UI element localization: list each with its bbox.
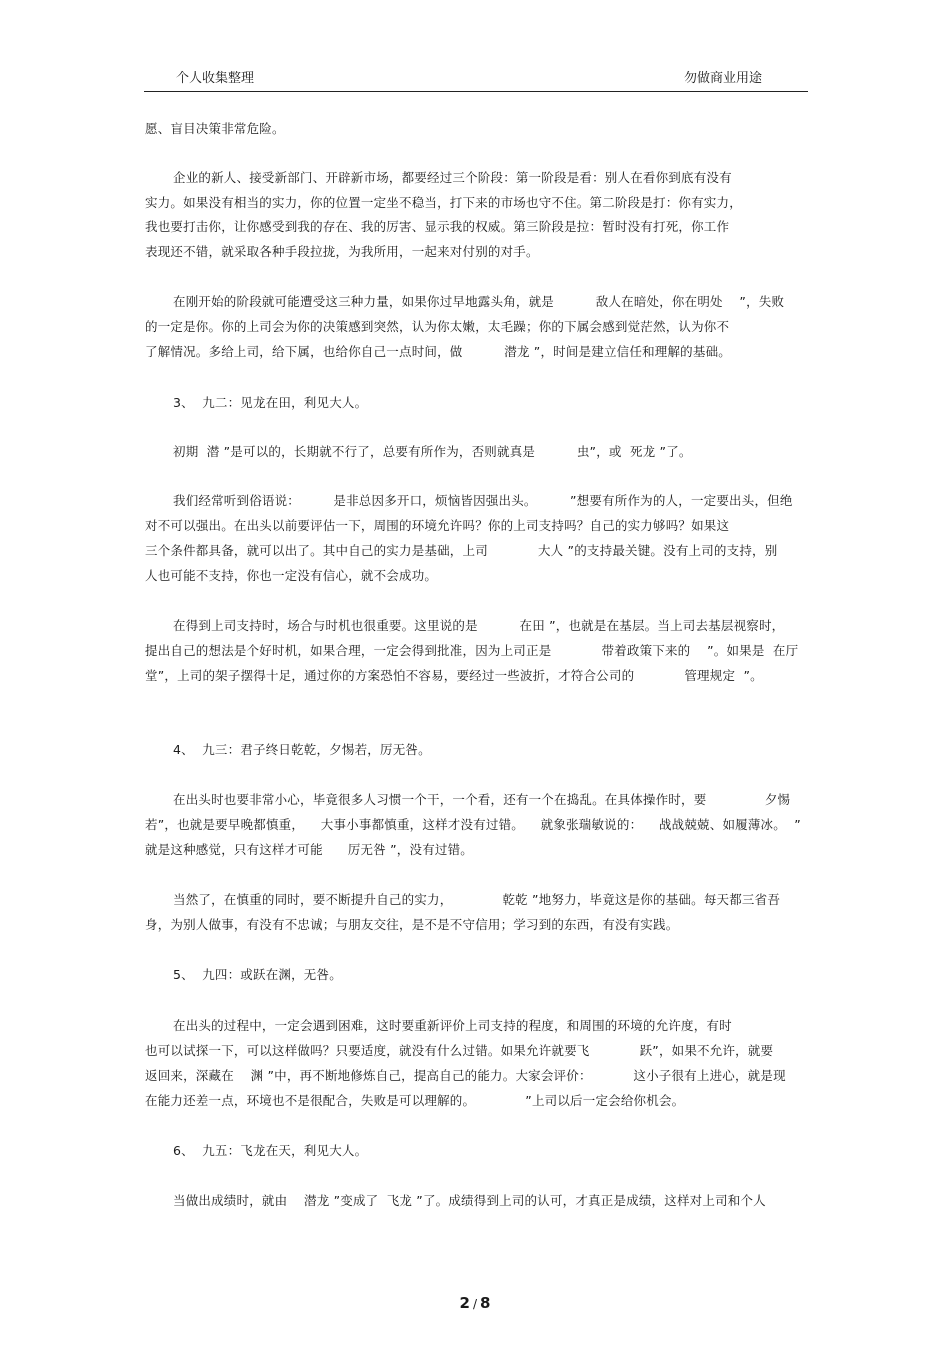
page-current: 2 <box>459 1294 470 1312</box>
body-line: 在能力还差一点，环境也不是很配合，失败是可以理解的。 ”上司以后一定会给你机会。 <box>145 1093 685 1108</box>
body-line: 初期 潜 ”是可以的，长期就不行了，总要有所作为，否则就真是 虫”，或 死龙 ”了。 <box>173 444 692 459</box>
body-line: 企业的新人、接受新部门、开辟新市场，都要经过三个阶段：第一阶段是看：别人在看你到底有没有 <box>173 170 732 185</box>
body-line: 愿、盲目决策非常危险。 <box>145 121 285 136</box>
header-left-text: 个人收集整理 <box>176 71 255 86</box>
body-line: 在出头的过程中，一定会遇到困难，这时要重新评价上司支持的程度，和周围的环境的允许度，有时 <box>173 1018 732 1033</box>
body-line: 也可以试探一下，可以这样做吗？只要适度，就没有什么过错。如果允许就要飞 跃”，如果不允许，就要 <box>145 1043 774 1058</box>
body-line: 实力。如果没有相当的实力，你的位置一定坐不稳当，打下来的市场也守不住。第二阶段是打：你有实力， <box>145 195 742 210</box>
header-divider <box>144 91 808 92</box>
page-number <box>0 1294 950 1312</box>
section-heading: 5、 九四：或跃在渊，无咎。 <box>173 967 342 982</box>
body-line: 在刚开始的阶段就可能遭受这三种力量，如果你过早地露头角，就是 敌人在暗处，你在明处 ”，失败 <box>173 294 785 309</box>
body-line: 若”，也就是要早晚都慎重， 大事小事都慎重，这样才没有过错。 就象张瑞敏说的： 战战兢兢、如履薄冰。 ” <box>145 817 801 832</box>
body-line: 对不可以强出。在出头以前要评估一下，周围的环境允许吗？你的上司支持吗？自己的实力够吗？如果这 <box>145 518 730 533</box>
body-line: 表现还不错，就采取各种手段拉拢，为我所用，一起来对付别的对手。 <box>145 244 539 259</box>
body-line: 的一定是你。你的上司会为你的决策感到突然，认为你太嫩，太毛躁；你的下属会感到觉茫然，认为你不 <box>145 319 730 334</box>
page-separator: / <box>472 1297 478 1311</box>
body-line: 当然了，在慎重的同时，要不断提升自己的实力， 乾乾 ”地努力，毕竟这是你的基础。每天都三省吾 <box>173 892 781 907</box>
body-line: 在出头时也要非常小心，毕竟很多人习惯一个干，一个看，还有一个在捣乱。在具体操作时，要 夕惕 <box>173 792 791 807</box>
body-line: 人也可能不支持，你也一定没有信心，就不会成功。 <box>145 568 438 583</box>
body-line: 身，为别人做事，有没有不忠诚；与朋友交往，是不是不守信用；学习到的东西，有没有实践。 <box>145 917 679 932</box>
header-right-text: 勿做商业用途 <box>683 71 762 86</box>
body-line: 堂”，上司的架子摆得十足，通过你的方案恐怕不容易，要经过一些波折，才符合公司的 管理规定 ”。 <box>145 668 763 683</box>
section-heading: 3、 九二：见龙在田，利见大人。 <box>173 395 368 410</box>
body-line: 了解情况。多给上司，给下属，也给你自己一点时间，做 潜龙 ”，时间是建立信任和理解的基础。 <box>145 344 731 359</box>
body-line: 当做出成绩时，就由 潜龙 ”变成了 飞龙 ”了。成绩得到上司的认可，才真正是成绩，这样对上司和个人 <box>173 1193 766 1208</box>
body-line: 三个条件都具备，就可以出了。其中自己的实力是基础，上司 大人 ”的支持最关键。没有上司的支持，别 <box>145 543 778 558</box>
body-line: 我们经常听到俗语说： 是非总因多开口，烦恼皆因强出头。 ”想要有所作为的人，一定要出头，但绝 <box>173 493 793 508</box>
body-line: 就是这种感觉，只有这样才可能 厉无咎 ”，没有过错。 <box>145 842 473 857</box>
body-line: 我也要打击你，让你感受到我的存在、我的厉害、显示我的权威。第三阶段是拉：暂时没有打死，你工作 <box>145 219 730 234</box>
body-line: 返回来，深藏在 渊 ”中，再不断地修炼自己，提高自己的能力。大家会评价： 这小子很有上进心，就是现 <box>145 1068 786 1083</box>
body-line: 在得到上司支持时，场合与时机也很重要。这里说的是 在田 ”，也就是在基层。当上司去基层视察时， <box>173 618 785 633</box>
page-total: 8 <box>480 1294 491 1312</box>
section-heading: 4、 九三：君子终日乾乾，夕惕若，厉无咎。 <box>173 742 431 757</box>
section-heading: 6、 九五：飞龙在天，利见大人。 <box>173 1143 368 1158</box>
body-line: 提出自己的想法是个好时机，如果合理，一定会得到批准，因为上司正是 带着政策下来的 ”。如果是 在厅 <box>145 643 799 658</box>
